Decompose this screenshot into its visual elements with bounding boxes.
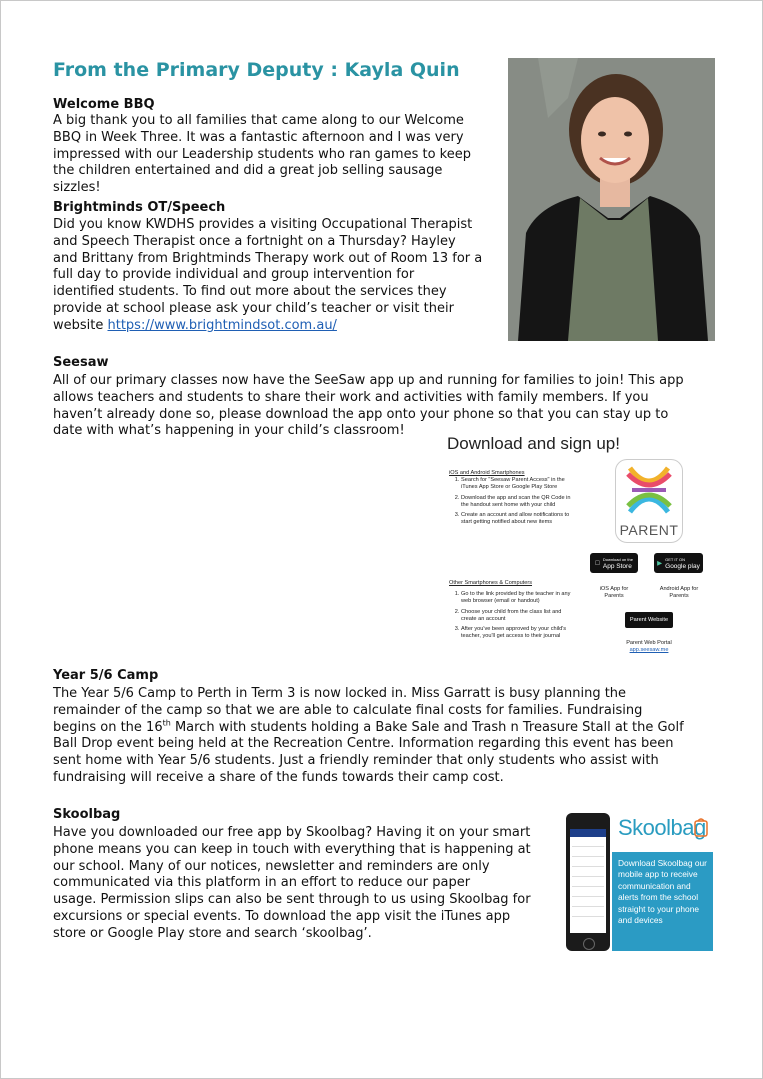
play-icon: ▶ xyxy=(657,560,663,567)
google-play-badge[interactable] xyxy=(654,553,703,573)
ordinal-suffix: th xyxy=(162,718,171,728)
skoolbag-paragraph xyxy=(53,825,559,943)
text-fragment: begins on the 16 xyxy=(53,719,163,735)
portrait-illustration xyxy=(508,58,715,341)
text-line xyxy=(53,318,493,335)
welcome-bbq-heading: Welcome BBQ xyxy=(53,97,155,112)
text-line: excursions or special events. To download the app visit the iTunes app xyxy=(53,908,511,924)
ios-caption: iOS App for Parents xyxy=(599,586,629,599)
web-portal-label: Parent Web Portal xyxy=(626,640,672,646)
apple-icon xyxy=(595,560,600,567)
text-line: store or Google Play store and search ‘skoolbag’. xyxy=(53,925,372,941)
phone-screen xyxy=(570,829,606,933)
badge-text xyxy=(665,556,700,570)
badge-small-text: GET IT ON xyxy=(665,557,685,562)
screen-row xyxy=(572,837,604,847)
text-line: fundraising will receive a share of the funds towards their camp cost. xyxy=(53,769,504,785)
text-line: usage. Permission slips can also be sent through to us using Skoolbag for xyxy=(53,892,531,908)
other-device-instructions xyxy=(449,580,571,643)
instruction-step: 3. Create an account and allow notifications to start getting notified about new items xyxy=(461,512,571,526)
text-line: remainder of the camp so that we are able to calculate final costs for families. Fundraising xyxy=(53,702,643,718)
screen-row xyxy=(572,867,604,877)
seesaw-download-graphic xyxy=(445,434,711,672)
text-line: impressed with our Leadership students who ran games to keep xyxy=(53,146,471,162)
text-line: The Year 5/6 Camp to Perth in Term 3 is now locked in. Miss Garratt is busy planning the xyxy=(53,686,627,701)
parent-website-button[interactable]: Parent Website xyxy=(625,612,673,628)
screen-row xyxy=(572,877,604,887)
phone-illustration xyxy=(566,813,610,951)
text-line: All of our primary classes now have the SeeSaw app up and running for families to join! This app xyxy=(53,373,684,388)
text-line: date with what’s happening in your child’s classroom! xyxy=(53,423,405,439)
instruction-step: 1. Go to the link provided by the teacher in any web browser (email or handout) xyxy=(461,591,571,605)
badge-main-text: App Store xyxy=(600,563,630,570)
skoolbag-graphic xyxy=(564,809,713,951)
instruction-step: 2. Download the app and scan the QR Code in the handout sent home with your child xyxy=(461,495,571,509)
text-line: and Brittany from Brightminds Therapy work out of Room 13 for a xyxy=(53,250,483,266)
badge-small-text: Download on the xyxy=(600,557,631,562)
text-line: communicated via this platform in an effort to reduce our paper xyxy=(53,875,471,891)
text-fragment: March with students holding a Bake Sale and Trash n Treasure Stall at the Golf xyxy=(170,719,684,735)
page-title: From the Primary Deputy : Kayla Quin xyxy=(53,59,460,81)
text-line: Ball Drop event being held at the Recreation Centre. Information regarding this event has been xyxy=(53,736,674,752)
screen-row xyxy=(572,907,604,917)
brightminds-link[interactable]: https://www.brightmindsot.com.au/ xyxy=(107,317,337,333)
instruction-step: 2. Choose your child from the class list and create an account xyxy=(461,609,571,623)
text-line: the children entertained and did a great job selling sausage xyxy=(53,163,443,179)
brightminds-paragraph xyxy=(53,217,493,335)
brightminds-heading: Brightminds OT/Speech xyxy=(53,200,226,215)
screen-row xyxy=(572,897,604,907)
screen-row xyxy=(572,847,604,857)
camp-heading: Year 5/6 Camp xyxy=(53,668,159,683)
badge-text xyxy=(600,556,633,570)
text-line: provide at school please ask your child’s teacher or visit their xyxy=(53,300,454,316)
skoolbag-logo: Skoolbag xyxy=(618,815,706,840)
text-line: A big thank you to all families that came along to our Welcome xyxy=(53,113,464,128)
app-store-badge[interactable] xyxy=(590,553,638,573)
text-line: Have you downloaded our free app by Skoolbag? Having it on your smart xyxy=(53,825,531,840)
text-line: identified students. To find out more about the services they xyxy=(53,284,447,300)
skoolbag-promo-text: Download Skoolbag our mobile app to receive communication and alerts from the school straight to your phone and devices xyxy=(612,852,713,951)
welcome-bbq-paragraph xyxy=(53,113,493,197)
text-line: our school. Many of our notices, newsletter and reminders are only xyxy=(53,858,490,874)
parent-label: PARENT xyxy=(619,522,679,538)
text-line: full day to provide individual and group intervention for xyxy=(53,267,415,283)
text-line: sizzles! xyxy=(53,180,101,196)
skoolbag-logo-area xyxy=(612,809,713,852)
screen-row xyxy=(572,887,604,897)
ios-instructions xyxy=(449,470,571,529)
camp-paragraph xyxy=(53,686,717,787)
seesaw-parent-app-icon xyxy=(615,459,683,543)
text-line: allows teachers and students to share their work and activities with family members. If you xyxy=(53,389,649,405)
seesaw-paragraph xyxy=(53,373,717,440)
seesaw-heading: Seesaw xyxy=(53,355,109,370)
screen-row xyxy=(572,857,604,867)
instruction-step: 1. Search for "Seesaw Parent Access" in the iTunes App Store or Google Play Store xyxy=(461,477,571,491)
screen-header xyxy=(570,829,606,837)
text-line: sent home with Year 5/6 students. Just a friendly reminder that only students who assist with xyxy=(53,753,659,769)
text-line: Did you know KWDHS provides a visiting Occupational Therapist xyxy=(53,217,473,232)
skoolbag-heading: Skoolbag xyxy=(53,807,121,822)
other-instructions-heading: Other Smartphones & Computers xyxy=(449,580,533,586)
text-line: phone means you can keep in touch with everything that is happening at xyxy=(53,841,531,857)
ios-instructions-heading: iOS and Android Smartphones xyxy=(449,470,525,476)
seesaw-logo-icon xyxy=(616,460,682,520)
android-caption: Android App for Parents xyxy=(659,586,699,599)
text-line: haven’t already done so, please download the app onto your phone so that you can stay up to xyxy=(53,406,669,422)
text-line: and Speech Therapist once a fortnight on a Thursday? Hayley xyxy=(53,233,456,249)
home-button-icon xyxy=(583,938,595,950)
web-portal-url[interactable]: app.seesaw.me xyxy=(629,647,669,653)
text-fragment: website xyxy=(53,317,108,333)
text-line xyxy=(53,720,717,737)
instruction-step: 3. After you've been approved by your child's teacher, you'll get access to their journal xyxy=(461,626,571,640)
seesaw-graphic-title: Download and sign up! xyxy=(447,434,620,453)
schoolbag-icon xyxy=(694,817,708,837)
portrait-photo xyxy=(508,58,715,341)
text-line: BBQ in Week Three. It was a fantastic afternoon and I was very xyxy=(53,129,464,145)
badge-main-text: Google play xyxy=(665,563,700,570)
